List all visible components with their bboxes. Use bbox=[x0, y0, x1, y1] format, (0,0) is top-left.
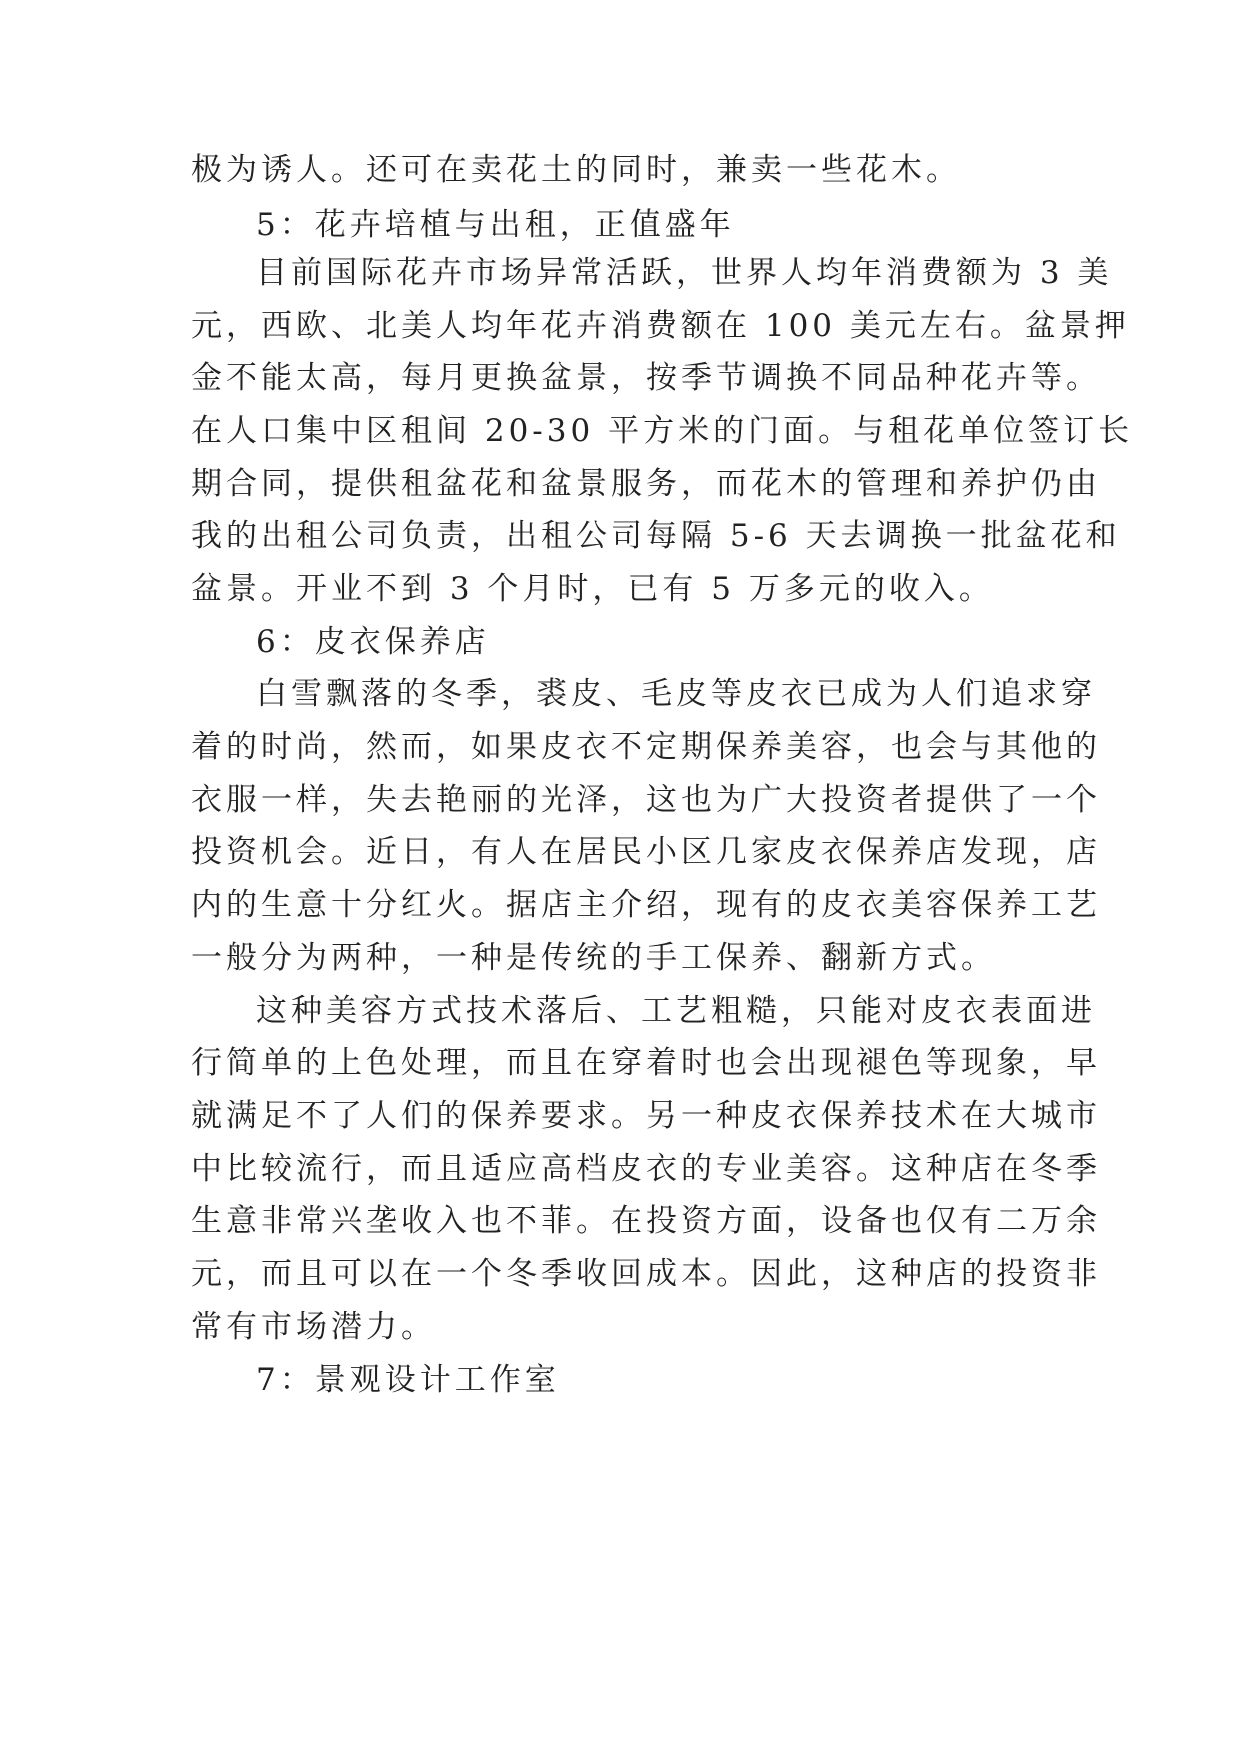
text-line: 内的生意十分红火。据店主介绍，现有的皮衣美容保养工艺 bbox=[191, 887, 1101, 923]
text-line: 元，西欧、北美人均年花卉消费额在 100 美元左右。盆景押 bbox=[191, 308, 1130, 344]
text-line: 中比较流行，而且适应高档皮衣的专业美容。这种店在冬季 bbox=[191, 1151, 1101, 1187]
text-line: 期合同，提供租盆花和盆景服务，而花木的管理和养护仍由 bbox=[191, 466, 1101, 502]
section-heading-6: 6：皮衣保养店 bbox=[256, 624, 490, 660]
text-line: 行简单的上色处理，而且在穿着时也会出现褪色等现象，早 bbox=[191, 1045, 1101, 1081]
text-line: 极为诱人。还可在卖花土的同时，兼卖一些花木。 bbox=[191, 152, 961, 188]
section-heading-7: 7：景观设计工作室 bbox=[256, 1362, 560, 1398]
text-line: 白雪飘落的冬季，裘皮、毛皮等皮衣已成为人们追求穿 bbox=[256, 676, 1096, 712]
text-line: 目前国际花卉市场异常活跃，世界人均年消费额为 3 美 bbox=[256, 255, 1113, 291]
text-line: 盆景。开业不到 3 个月时，已有 5 万多元的收入。 bbox=[191, 571, 994, 607]
text-line: 生意非常兴垄收入也不菲。在投资方面，设备也仅有二万余 bbox=[191, 1203, 1101, 1239]
text-line: 常有市场潜力。 bbox=[191, 1309, 436, 1345]
text-line: 元，而且可以在一个冬季收回成本。因此，这种店的投资非 bbox=[191, 1256, 1101, 1292]
text-line: 一般分为两种，一种是传统的手工保养、翻新方式。 bbox=[191, 940, 996, 976]
section-heading-5: 5：花卉培植与出租，正值盛年 bbox=[256, 207, 735, 243]
text-line: 在人口集中区租间 20-30 平方米的门面。与租花单位签订长 bbox=[191, 413, 1134, 449]
text-line: 衣服一样，失去艳丽的光泽，这也为广大投资者提供了一个 bbox=[191, 782, 1101, 818]
text-line: 金不能太高，每月更换盆景，按季节调换不同品种花卉等。 bbox=[191, 360, 1101, 396]
text-line: 投资机会。近日，有人在居民小区几家皮衣保养店发现，店 bbox=[191, 834, 1101, 870]
text-line: 就满足不了人们的保养要求。另一种皮衣保养技术在大城市 bbox=[191, 1098, 1101, 1134]
text-line: 我的出租公司负责，出租公司每隔 5-6 天去调换一批盆花和 bbox=[191, 518, 1121, 554]
text-line: 着的时尚，然而，如果皮衣不定期保养美容，也会与其他的 bbox=[191, 729, 1101, 765]
text-line: 这种美容方式技术落后、工艺粗糙，只能对皮衣表面进 bbox=[256, 993, 1096, 1029]
